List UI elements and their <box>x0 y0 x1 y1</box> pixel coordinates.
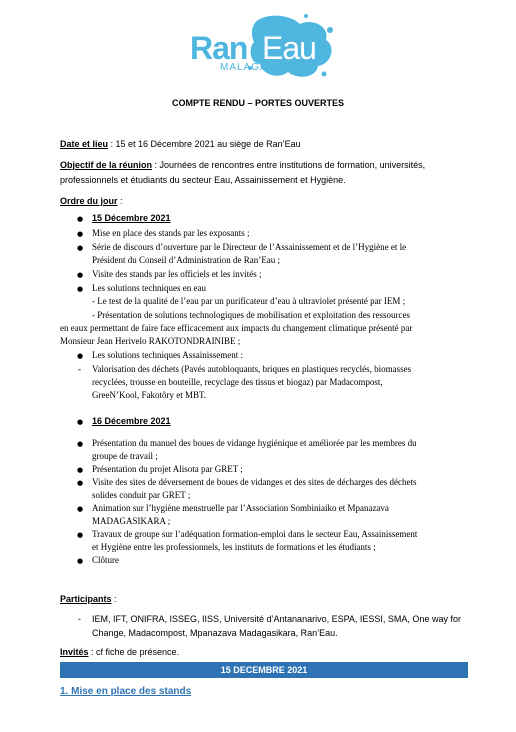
bullet-icon: ● <box>77 531 84 539</box>
participants-suffix: : <box>111 594 117 604</box>
ordre-suffix: : <box>117 196 123 206</box>
day1-heading: 15 Décembre 2021 <box>92 213 171 223</box>
raneau-logo <box>180 8 340 88</box>
objectif-line-1 <box>60 160 425 170</box>
day2-item-5-line-2: et Hygiène entre les professionnels, les instituts de formations et les étudiants ; <box>92 542 376 552</box>
bullet-icon: ● <box>77 271 84 279</box>
bullet-icon: ● <box>77 215 84 223</box>
objectif-label: Objectif de la réunion <box>60 160 153 170</box>
logo-ran: Ran <box>190 30 248 66</box>
invites-text: : cf fiche de présence. <box>88 647 180 657</box>
invites-label: Invités <box>60 647 89 657</box>
day1-item-4-sub-1: - Le test de la qualité de l’eau par un purificateur d’eau à ultraviolet présenté par IEM ; <box>92 296 406 306</box>
day1-item-4: Les solutions techniques en eau <box>92 283 206 293</box>
page-title: COMPTE RENDU – PORTES OUVERTES <box>171 98 345 108</box>
dash-marker: - <box>78 614 81 624</box>
day1-item-5-sub-line-1: Valorisation des déchets (Pavés autobloquants, briques en plastiques recyclés, biomasses <box>92 364 412 374</box>
date-banner: 15 DECEMBRE 2021 <box>60 662 468 678</box>
day2-item-2: Présentation du projet Alisota par GRET ; <box>92 464 243 474</box>
bullet-icon: ● <box>77 352 84 360</box>
logo-malagasy: MALAGASY <box>220 62 284 73</box>
invites-line <box>60 647 179 657</box>
ordre-line <box>60 196 123 206</box>
day2-item-5-line-1: Travaux de groupe sur l’adéquation formation-emploi dans le secteur Eau, Assainissement <box>92 529 418 539</box>
day2-item-3-line-2: solides conduit par GRET ; <box>92 490 191 500</box>
day1-item-5-sub-line-3: GreeN’Kool, Fakotôry et MBT. <box>92 390 207 400</box>
day2-item-3-line-1: Visite des sites de déversement de boues de vidanges et des sites de décharges des déchets <box>92 477 417 487</box>
bullet-icon: ● <box>77 440 84 448</box>
participants-line <box>60 594 117 604</box>
bullet-icon: ● <box>77 418 84 426</box>
ordre-label: Ordre du jour <box>60 196 118 206</box>
bullet-icon: ● <box>77 244 84 252</box>
day1-item-4-sub-2-line-1: - Présentation de solutions technologiques de mobilisation et exploitation des ressources <box>92 310 410 320</box>
date-line <box>60 139 301 149</box>
objectif-line-2: professionnels et étudiants du secteur Eau, Assainissement et Hygiène. <box>60 175 346 185</box>
day2-item-6: Clôture <box>92 555 119 565</box>
logo-eau: Eau <box>262 30 316 66</box>
day2-item-4-line-1: Animation sur l’hygiène menstruelle par l’Association Sombiniaiko et Mpanazava <box>92 503 389 513</box>
day2-item-1-line-2: groupe de travail ; <box>92 451 158 461</box>
day2-item-1-line-1: Présentation du manuel des boues de vidange hygiénique et améliorée par les membres du <box>92 438 417 448</box>
day2-item-4-line-2: MADAGASIKARA ; <box>92 516 171 526</box>
bullet-icon: ● <box>77 505 84 513</box>
dash-marker: - <box>78 364 81 374</box>
date-text: : 15 et 16 Décembre 2021 au siège de Ran’Eau <box>108 139 301 149</box>
day1-item-1: Mise en place des stands par les exposants ; <box>92 228 250 238</box>
section-heading: 1. Mise en place des stands <box>60 686 192 697</box>
day1-item-5-sub-line-2: recyclées, trousse en bouteille, recyclage des tissus et biogaz) par Madacompost, <box>92 377 383 387</box>
bullet-icon: ● <box>77 466 84 474</box>
bullet-icon: ● <box>77 230 84 238</box>
bullet-icon: ● <box>77 557 84 565</box>
participants-list-line-2: Change, Madacompost, Mpanazava Madagasikara, Ran’Eau. <box>92 628 338 638</box>
bullet-icon: ● <box>77 479 84 487</box>
day1-item-4-sub-2-line-2: en eaux permettant de faire face efficacement aux impacts du changement climatique présenté par <box>60 323 413 333</box>
bullet-icon: ● <box>77 285 84 293</box>
day1-item-4-sub-2-line-3: Monsieur Jean Herivelo RAKOTONDRAINIBE ; <box>60 336 241 346</box>
participants-label: Participants <box>60 594 112 604</box>
day2-heading: 16 Décembre 2021 <box>92 416 171 426</box>
day1-item-5: Les solutions techniques Assainissement : <box>92 350 243 360</box>
participants-list-line-1: IEM, IFT, ONIFRA, ISSEG, IISS, Université d’Antananarivo, ESPA, IESSI, SMA, One way for <box>92 614 461 624</box>
objectif-text-1: : Journées de rencontres entre institutions de formation, universités, <box>152 160 426 170</box>
day1-item-2-line-1: Série de discours d’ouverture par le Directeur de l’Assainissement et de l’Hygiène et le <box>92 242 407 252</box>
date-label: Date et lieu <box>60 139 109 149</box>
day1-item-3: Visite des stands par les officiels et les invités ; <box>92 269 262 279</box>
day1-item-2-line-2: Président du Conseil d’Administration de Ran’Eau ; <box>92 255 280 265</box>
